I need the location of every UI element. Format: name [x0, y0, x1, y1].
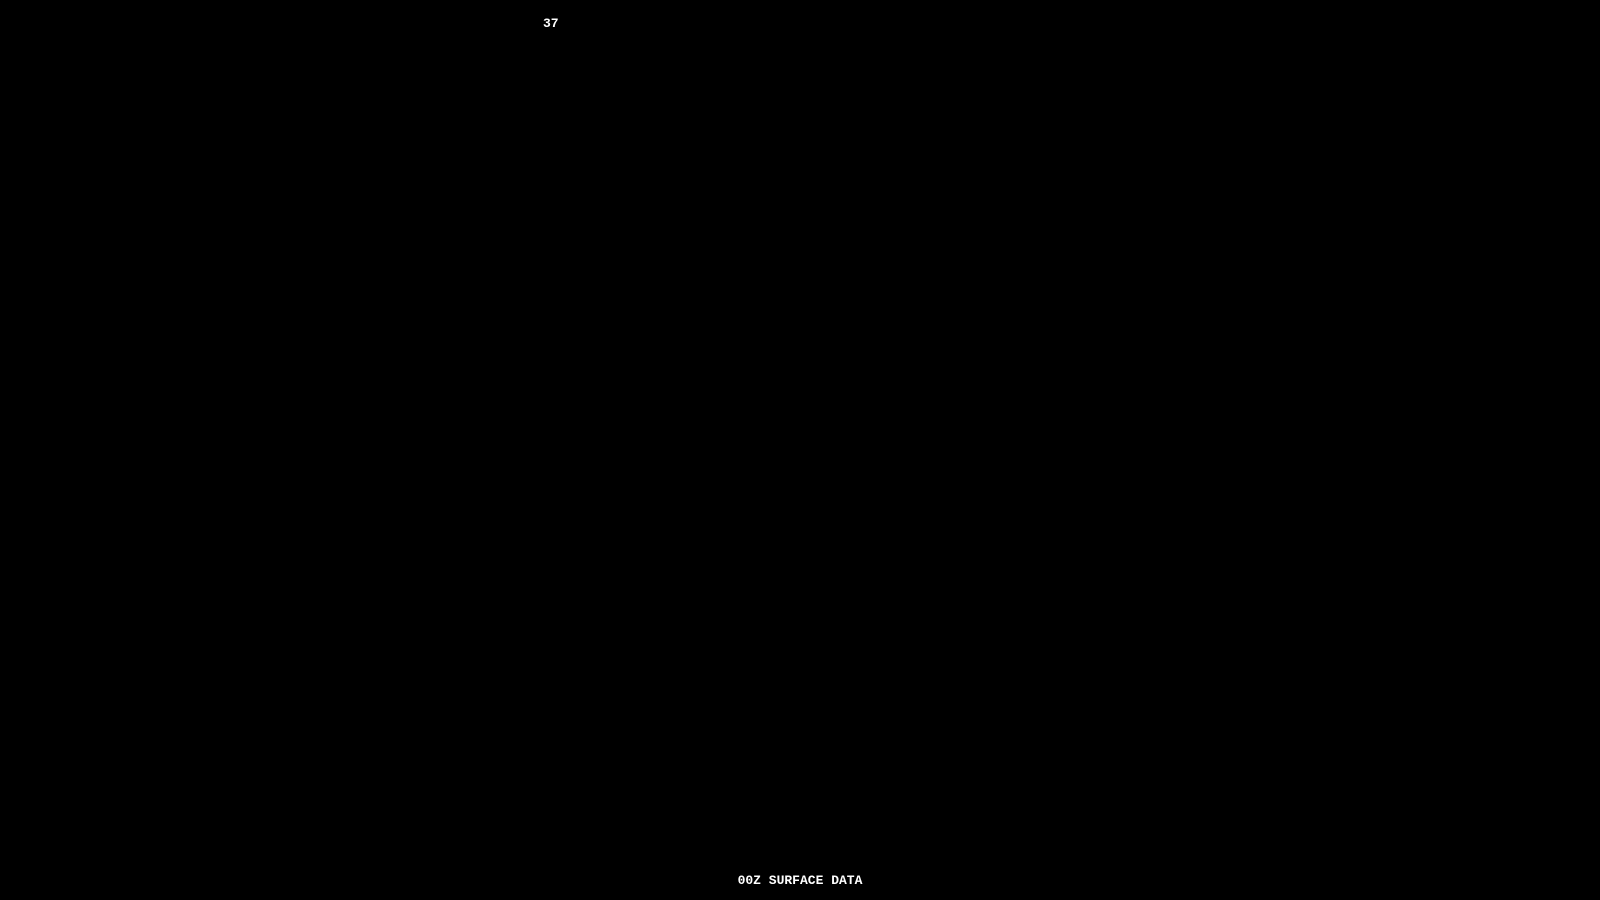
plot-title: 00Z SURFACE DATA	[737, 873, 863, 888]
station-value: 37	[543, 16, 559, 31]
